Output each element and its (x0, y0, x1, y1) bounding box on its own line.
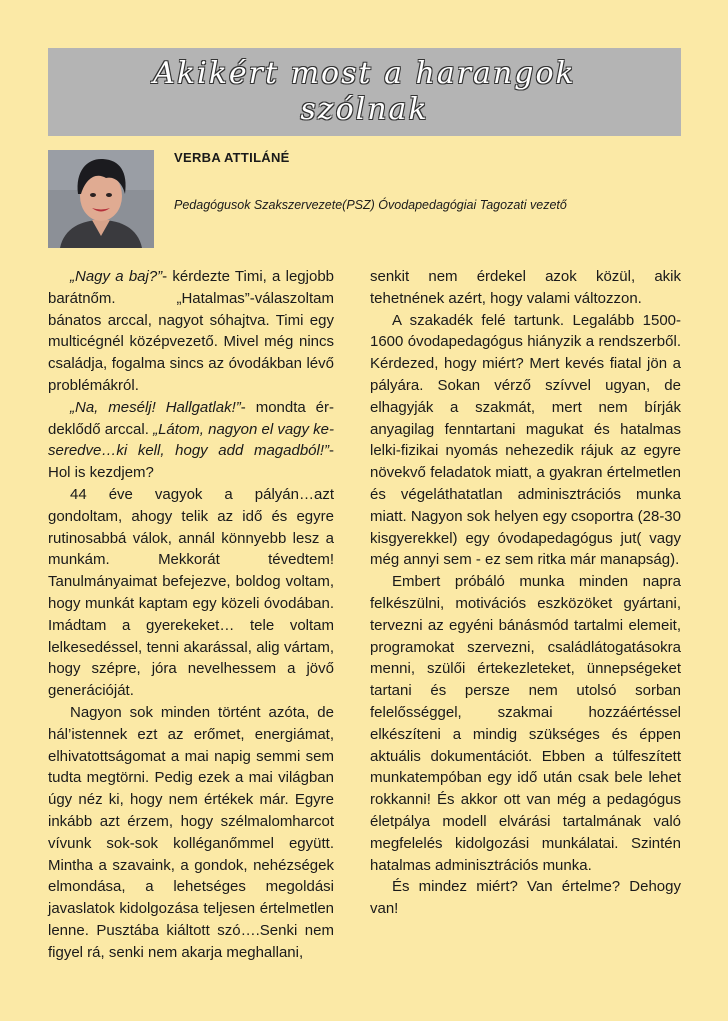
article-column-left (48, 266, 334, 964)
title-banner (48, 48, 681, 136)
paragraph-4-continued: senkit nem érdekel azok közül, akik tehetnének azért, hogy valami változzon. (370, 268, 681, 307)
author-name: VERBA ATTILÁNÉ (174, 150, 290, 165)
title-line-2: szólnak (300, 92, 429, 127)
paragraph-2: „Na, mesélj! Hallgatlak!”- mondta érdeklődő arccal. „Látom, nagyon el vagy keseredve…ki kell, hogy add magadból!”- Hol is kezdjem? (48, 398, 335, 482)
author-role: Pedagógusok Szakszervezete(PSZ) Óvodapedagógiai Tagozati vezető (174, 198, 567, 212)
paragraph-5: A szakadék felé tartunk. Legalább 1500-1600 óvodapedagógus hiányzik a rendszerből. Kérdezed, hogy miért? Mert kevés fiatal jön a pályára. Sokan vérző szívvel ugyan, de elhagyják a szakmát, mert nem bírják anyagilag fenntartani magukat és hatalmas lelki-fizikai nyomás nehezedik rájuk az egyre növekvő feladatok miatt, a gyakran értelmetlen és végeláthatatlan adminisztrációs munka miatt. Nagyon sok helyen egy csoportra (28-30 kisgyerekkel) egy óvodapedagógus jut( vagy még annyi sem - ez sem ritka már manapság). (370, 311, 681, 569)
paragraph-3: 44 éve vagyok a pályán…azt gondoltam, ahogy telik az idő és egyre rutinosabbá válok, annál könnyebb lesz a munkám. Mekkorát tévedtem! Tanulmányaimat befejezve, boldog voltam, hogy munkát kaptam egy közeli óvodában. Imádtam a gyerekeket… tele voltam lelkesedéssel, tenni akarással, alig vártam, hogy szépre, jóra nevelhessem a jövő generációját. (48, 485, 334, 700)
quote: „Nagy a baj?” (70, 268, 163, 285)
paragraph-4: Nagyon sok minden történt azóta, de hál’istennek ezt az erőmet, energiámat, elhivatottságomat a mai napig semmi sem tudta megtörni. Pedig ezek a mai világban úgy néz ki, hogy nem értékek már. Egyre inkább azt érzem, hogy szélmalomharcot vívunk sok-sok kolléganőmmel együtt. Mintha a szavaink, a gondok, nehézségek elmondása, a lehetséges megoldási javaslatok kidolgozása teljesen értelmetlen lenne. Pusztába kiáltott szó….Senki nem figyel rá, senki nem akarja meghallani, (48, 703, 334, 961)
paragraph-7: És mindez miért? Van értelme? Dehogy van! (370, 878, 681, 918)
title-line-1: Akikért most a harangok (153, 56, 576, 91)
quote: „Látom, nagyon el vagy keseredve…ki kell, hogy add magadból!” (48, 420, 335, 460)
paragraph-6: Embert próbáló munka minden napra felkészülni, motivációs eszközöket gyártani, tervezni az egyéni bánásmód tartalmi elemeit, programokat szervezni, családlátogatásokra menni, szülői értekezleteket, ünnepségeket tartani és persze nem utolsó sorban felelősséggel, szakmai hozzáértéssel elkészíteni a mindig szükséges és éppen aktuális dokumentációt. Ebben a túlfeszített munkatempóban egy idő után csak bele lehet rokkanni! És akkor ott van még a pedagógus életpálya modell elvárási tartalmának való megfelelés kidolgozási munkálatai. Szintén hatalmas adminisztrációs munka. (370, 573, 681, 874)
paragraph-1: „Nagy a baj?”- kérdezte Timi, a legjobb barátnőm. „Hatalmas”-válaszoltam bánatos arccal, nagyot sóhajtva. Timi egy multicégnél középvezető. Mivel még nincs családja, fogalma sincs az óvodákban lévő problémákról. (48, 268, 334, 394)
author-photo (48, 150, 154, 248)
article-column-right (370, 266, 681, 920)
quote: „Na, mesélj! Hallgatlak!” (70, 398, 241, 416)
